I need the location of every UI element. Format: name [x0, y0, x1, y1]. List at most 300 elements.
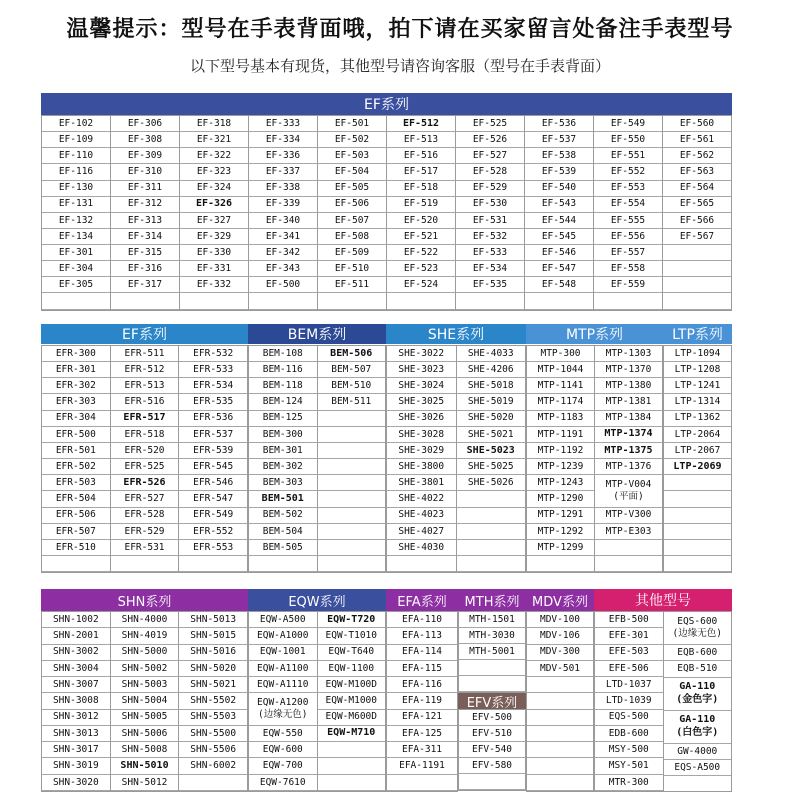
efa-series-header: EFA系列 [386, 589, 458, 611]
empty-cell [527, 710, 593, 726]
model-cell: SHE-5018 [457, 378, 526, 394]
model-cell: EF-338 [249, 181, 317, 197]
model-cell: LTP-2064 [664, 427, 731, 443]
model-cell: EF-545 [525, 229, 593, 245]
model-cell: EF-556 [594, 229, 662, 245]
model-cell: EFE-506 [595, 661, 663, 677]
model-cell: MTP-E303 [595, 524, 662, 540]
ef-column-2 [111, 116, 180, 310]
empty-cell [318, 556, 386, 572]
model-cell: EF-333 [249, 116, 317, 132]
mdv-model-table [526, 611, 594, 792]
model-cell: EFR-533 [179, 362, 247, 378]
model-cell: MTP-1290 [527, 491, 594, 507]
empty-cell [318, 742, 386, 758]
ef-column-1 [42, 116, 111, 310]
model-cell: EF-500 [249, 277, 317, 293]
empty-cell [456, 293, 524, 309]
model-cell: MTH-1501 [459, 612, 525, 628]
model-cell: MTP-1370 [595, 362, 662, 378]
model-cell: EFA-116 [387, 677, 457, 693]
model-cell: EFR-526 [111, 475, 179, 491]
model-cell: BEM-506 [318, 346, 386, 362]
model-cell: EFA-114 [387, 645, 457, 661]
model-cell: MDV-501 [527, 661, 593, 677]
model-cell: EF-340 [249, 213, 317, 229]
model-cell: EF-517 [387, 164, 455, 180]
model-cell: EFA-125 [387, 726, 457, 742]
model-cell: EFR-537 [179, 427, 247, 443]
model-cell: EF-532 [456, 229, 524, 245]
model-cell: EF-534 [456, 261, 524, 277]
model-cell: SHN-5004 [111, 693, 179, 709]
model-cell: SHN-5006 [111, 726, 179, 742]
model-cell: EQB-510 [664, 661, 732, 677]
model-cell: EF-527 [456, 148, 524, 164]
model-cell: EQB-600 [664, 645, 732, 661]
efr-column-2 [111, 346, 180, 572]
model-cell: EQS-600 (边缘无色) [664, 612, 732, 645]
she-column-1 [387, 346, 457, 572]
model-cell: EF-547 [525, 261, 593, 277]
model-cell: EF-507 [318, 213, 386, 229]
model-cell: EF-342 [249, 245, 317, 261]
model-cell: LTP-1208 [664, 362, 731, 378]
model-cell: MTP-1299 [527, 540, 594, 556]
model-cell: EQW-550 [249, 726, 317, 742]
efr-model-table [41, 345, 248, 573]
empty-cell [527, 758, 593, 774]
mtp-series-header: MTP系列 [526, 324, 663, 344]
empty-cell [42, 556, 110, 572]
model-cell: EFE-503 [595, 645, 663, 661]
model-cell: EF-332 [180, 277, 248, 293]
model-cell: EFR-518 [111, 427, 179, 443]
model-cell: SHE-4030 [387, 540, 456, 556]
model-cell: EF-523 [387, 261, 455, 277]
notice-title: 温馨提示：型号在手表背面哦，拍下请在买家留言处备注手表型号 [66, 17, 734, 42]
model-cell: EFA-1191 [387, 758, 457, 774]
empty-cell [387, 556, 456, 572]
model-cell: BEM-302 [249, 459, 317, 475]
empty-cell [663, 293, 731, 309]
model-cell: EF-536 [525, 116, 593, 132]
model-cell: EF-552 [594, 164, 662, 180]
model-cell: EQS-A500 [664, 760, 732, 776]
model-cell: MDV-300 [527, 645, 593, 661]
other-series-header: 其他型号 [594, 589, 732, 611]
shn-model-table [41, 611, 248, 792]
ef-series-header: EF系列 [41, 93, 732, 115]
model-cell: EF-567 [663, 229, 731, 245]
model-cell: SHE-4033 [457, 346, 526, 362]
model-cell: SHE-3024 [387, 378, 456, 394]
empty-cell [663, 261, 731, 277]
model-cell: EFA-121 [387, 710, 457, 726]
model-cell: EFE-301 [595, 628, 663, 644]
empty-cell [527, 677, 593, 693]
model-cell: EFA-113 [387, 628, 457, 644]
mdv-column-1 [527, 612, 593, 791]
model-cell: EF-327 [180, 213, 248, 229]
model-cell: EF-555 [594, 213, 662, 229]
model-cell: LTP-1314 [664, 394, 731, 410]
model-cell: SHN-5003 [111, 677, 179, 693]
model-cell: EF-519 [387, 197, 455, 213]
model-cell: EFR-303 [42, 394, 110, 410]
model-cell: MTP-1183 [527, 411, 594, 427]
ef-column-5 [318, 116, 387, 310]
empty-cell [527, 742, 593, 758]
model-cell: EQW-A1200 (边缘无色) [249, 693, 317, 726]
model-cell: EFR-539 [179, 443, 247, 459]
model-cell: EF-315 [111, 245, 179, 261]
model-cell: EF-553 [594, 181, 662, 197]
model-cell: EFR-536 [179, 411, 247, 427]
model-cell: EF-301 [42, 245, 110, 261]
model-cell: LTP-2067 [664, 443, 731, 459]
model-cell: EFR-504 [42, 491, 110, 507]
shn-series-header: SHN系列 [41, 589, 248, 611]
model-cell: GW-4000 [664, 744, 732, 760]
model-cell: MTH-3030 [459, 628, 525, 644]
model-cell: SHE-3025 [387, 394, 456, 410]
model-cell: EF-505 [318, 181, 386, 197]
model-cell: SHE-5025 [457, 459, 526, 475]
model-cell: EFR-304 [42, 411, 110, 427]
model-cell: EFR-510 [42, 540, 110, 556]
model-cell: EQW-A500 [249, 612, 317, 628]
model-cell: EF-558 [594, 261, 662, 277]
notice-subtitle: 以下型号基本有现货，其他型号请咨询客服（型号在手表背面） [189, 57, 610, 75]
model-cell: EF-511 [318, 277, 386, 293]
model-cell: EF-304 [42, 261, 110, 277]
model-cell: EF-343 [249, 261, 317, 277]
model-cell: EFR-535 [179, 394, 247, 410]
model-cell: EF-308 [111, 132, 179, 148]
model-cell: EFR-531 [111, 540, 179, 556]
model-cell: EFR-502 [42, 459, 110, 475]
model-cell: EF-312 [111, 197, 179, 213]
model-cell: SHE-3023 [387, 362, 456, 378]
model-cell: EF-516 [387, 148, 455, 164]
empty-cell [664, 475, 731, 491]
model-cell: EFR-546 [179, 475, 247, 491]
mtp-model-table [526, 345, 663, 573]
empty-cell [387, 293, 455, 309]
model-cell: EFR-528 [111, 508, 179, 524]
model-cell: SHE-5023 [457, 443, 526, 459]
model-cell: EQW-A1100 [249, 661, 317, 677]
model-cell: EF-311 [111, 181, 179, 197]
model-cell: EFA-110 [387, 612, 457, 628]
shn-column-2 [111, 612, 180, 791]
empty-cell [527, 556, 594, 572]
empty-cell [318, 443, 386, 459]
model-cell: LTP-2069 [664, 459, 731, 475]
eqw-column-2 [318, 612, 386, 791]
model-cell: EF-539 [525, 164, 593, 180]
model-cell: SHE-5026 [457, 475, 526, 491]
empty-cell [525, 293, 593, 309]
model-cell: SHE-4023 [387, 508, 456, 524]
model-cell: EF-531 [456, 213, 524, 229]
model-cell: SHN-2001 [42, 628, 110, 644]
ef-column-7 [456, 116, 525, 310]
model-cell: BEM-510 [318, 378, 386, 394]
model-cell: EF-305 [42, 277, 110, 293]
model-cell: SHN-5506 [179, 742, 247, 758]
model-cell: BEM-507 [318, 362, 386, 378]
mth-column-1 [459, 612, 525, 692]
model-cell: LTP-1094 [664, 346, 731, 362]
efr-column-3 [179, 346, 247, 572]
model-cell: EF-521 [387, 229, 455, 245]
model-cell: EF-533 [456, 245, 524, 261]
model-cell: SHN-4000 [111, 612, 179, 628]
model-cell: SHN-5015 [179, 628, 247, 644]
empty-cell [527, 726, 593, 742]
model-cell: MTP-1243 [527, 475, 594, 491]
she-model-table [386, 345, 526, 573]
model-cell: EF-316 [111, 261, 179, 277]
model-cell: EQW-700 [249, 758, 317, 774]
empty-cell [457, 540, 526, 556]
efv-column-1 [459, 710, 525, 790]
empty-cell [318, 459, 386, 475]
model-cell: MTP-1191 [527, 427, 594, 443]
empty-cell [664, 508, 731, 524]
model-cell: EF-561 [663, 132, 731, 148]
model-cell: EF-109 [42, 132, 110, 148]
eqw-series-header: EQW系列 [248, 589, 386, 611]
eqw-column-1 [249, 612, 318, 791]
model-cell: SHN-5502 [179, 693, 247, 709]
model-cell: SHE-3029 [387, 443, 456, 459]
model-cell: SHN-5500 [179, 726, 247, 742]
model-cell: SHN-5002 [111, 661, 179, 677]
model-cell: EFR-525 [111, 459, 179, 475]
ef-model-table [41, 115, 732, 311]
bem-series-header: BEM系列 [248, 324, 386, 344]
empty-cell [595, 556, 662, 572]
empty-cell [459, 676, 525, 692]
model-cell: LTP-1362 [664, 411, 731, 427]
model-cell: EF-309 [111, 148, 179, 164]
model-cell: EF-310 [111, 164, 179, 180]
model-cell: MSY-500 [595, 742, 663, 758]
ef-column-4 [249, 116, 318, 310]
empty-cell [457, 491, 526, 507]
model-cell: EFR-302 [42, 378, 110, 394]
model-cell: EF-528 [456, 164, 524, 180]
mtp-column-1 [527, 346, 595, 572]
model-cell: EF-324 [180, 181, 248, 197]
model-cell: EFR-513 [111, 378, 179, 394]
model-cell: EF-518 [387, 181, 455, 197]
empty-cell [318, 524, 386, 540]
model-cell: EF-501 [318, 116, 386, 132]
model-cell: EFA-115 [387, 661, 457, 677]
model-cell: BEM-301 [249, 443, 317, 459]
empty-cell [663, 245, 731, 261]
model-cell: SHN-3002 [42, 645, 110, 661]
empty-cell [457, 524, 526, 540]
model-cell: EF-524 [387, 277, 455, 293]
empty-cell [318, 775, 386, 791]
model-cell: MTP-1192 [527, 443, 594, 459]
ef-column-9 [594, 116, 663, 310]
empty-cell [595, 540, 662, 556]
model-cell: MTP-1044 [527, 362, 594, 378]
model-cell: EF-508 [318, 229, 386, 245]
ltp-series-header: LTP系列 [663, 324, 732, 344]
model-cell: EFR-300 [42, 346, 110, 362]
model-cell: BEM-300 [249, 427, 317, 443]
model-cell: EQW-M600D [318, 710, 386, 726]
model-cell: EFR-512 [111, 362, 179, 378]
model-cell: EF-323 [180, 164, 248, 180]
mth-series-header: MTH系列 [458, 589, 526, 611]
model-cell: EF-564 [663, 181, 731, 197]
model-cell: SHE-4022 [387, 491, 456, 507]
model-cell: EF-537 [525, 132, 593, 148]
mtp-column-2 [595, 346, 662, 572]
model-cell: EF-535 [456, 277, 524, 293]
empty-cell [318, 758, 386, 774]
model-cell: EFR-500 [42, 427, 110, 443]
model-cell: EFR-301 [42, 362, 110, 378]
model-cell: MTP-1381 [595, 394, 662, 410]
model-cell: SHN-6002 [179, 758, 247, 774]
model-cell: EFV-500 [459, 710, 525, 726]
model-cell: MTP-1375 [595, 443, 662, 459]
model-cell: SHN-5000 [111, 645, 179, 661]
model-cell: SHN-5008 [111, 742, 179, 758]
model-cell: MTP-1303 [595, 346, 662, 362]
empty-cell [42, 293, 110, 309]
model-cell: EF-336 [249, 148, 317, 164]
model-cell: SHN-3007 [42, 677, 110, 693]
model-cell: BEM-504 [249, 524, 317, 540]
empty-cell [179, 556, 247, 572]
model-cell: EFR-532 [179, 346, 247, 362]
model-cell: MTP-1291 [527, 508, 594, 524]
mth-model-table [458, 611, 526, 693]
shn-column-3 [179, 612, 247, 791]
model-cell: EQW-T640 [318, 645, 386, 661]
ltp-column-1 [664, 346, 731, 572]
model-cell: EF-322 [180, 148, 248, 164]
model-cell: MTP-1376 [595, 459, 662, 475]
ef-column-3 [180, 116, 249, 310]
model-cell: BEM-502 [249, 508, 317, 524]
model-cell: MDV-106 [527, 628, 593, 644]
model-cell: MDV-100 [527, 612, 593, 628]
model-cell: MSY-501 [595, 758, 663, 774]
empty-cell [664, 540, 731, 556]
model-cell: EF-530 [456, 197, 524, 213]
model-cell: MTP-1380 [595, 378, 662, 394]
model-cell: MTP-V300 [595, 508, 662, 524]
model-cell: EFR-520 [111, 443, 179, 459]
model-cell: BEM-505 [249, 540, 317, 556]
model-cell: EQW-A1000 [249, 628, 317, 644]
empty-cell [459, 774, 525, 790]
model-cell: SHE-5021 [457, 427, 526, 443]
model-cell: EF-134 [42, 229, 110, 245]
model-cell: EF-538 [525, 148, 593, 164]
model-cell: BEM-501 [249, 491, 317, 507]
she-column-2 [457, 346, 526, 572]
model-cell: EF-522 [387, 245, 455, 261]
empty-cell [664, 491, 731, 507]
model-cell: EF-306 [111, 116, 179, 132]
model-cell: EF-110 [42, 148, 110, 164]
model-cell: MTP-1384 [595, 411, 662, 427]
empty-cell [664, 556, 731, 572]
model-cell: EQW-T1010 [318, 628, 386, 644]
empty-cell [527, 693, 593, 709]
model-cell: MTP-1374 [595, 427, 662, 443]
model-cell: SHN-5005 [111, 710, 179, 726]
model-cell: EF-559 [594, 277, 662, 293]
model-cell: EFR-534 [179, 378, 247, 394]
empty-cell [179, 775, 247, 791]
model-cell: EFV-580 [459, 758, 525, 774]
model-cell: BEM-511 [318, 394, 386, 410]
model-cell: SHE-5020 [457, 411, 526, 427]
model-cell: EFR-547 [179, 491, 247, 507]
model-cell: EFA-311 [387, 742, 457, 758]
model-cell: EF-551 [594, 148, 662, 164]
model-cell: EF-116 [42, 164, 110, 180]
model-cell: GA-110 (金色字) [664, 678, 732, 711]
model-cell: LTD-1037 [595, 677, 663, 693]
model-cell: EDB-600 [595, 726, 663, 742]
other-column-2 [664, 612, 732, 791]
model-cell: EF-317 [111, 277, 179, 293]
model-cell: EFR-549 [179, 508, 247, 524]
model-cell: EFR-552 [179, 524, 247, 540]
model-cell: EF-565 [663, 197, 731, 213]
model-cell: BEM-303 [249, 475, 317, 491]
shn-column-1 [42, 612, 111, 791]
efr-column-1 [42, 346, 111, 572]
model-cell: EFV-540 [459, 742, 525, 758]
model-cell: SHE-4206 [457, 362, 526, 378]
model-cell: EQW-M1000 [318, 693, 386, 709]
model-cell: BEM-118 [249, 378, 317, 394]
empty-cell [249, 556, 317, 572]
empty-cell [457, 508, 526, 524]
model-cell: SHN-5012 [111, 775, 179, 791]
model-cell: EF-563 [663, 164, 731, 180]
model-cell: EF-131 [42, 197, 110, 213]
efr-series-header: EF系列 [41, 324, 248, 344]
efa-column-1 [387, 612, 457, 791]
bem-column-1 [249, 346, 318, 572]
model-cell: EF-318 [180, 116, 248, 132]
model-cell: EQW-T720 [318, 612, 386, 628]
other-column-1 [595, 612, 664, 791]
model-cell: EF-341 [249, 229, 317, 245]
model-cell: EF-130 [42, 181, 110, 197]
model-cell: SHE-3801 [387, 475, 456, 491]
model-cell: EF-525 [456, 116, 524, 132]
ef-column-8 [525, 116, 594, 310]
model-cell: EQW-A1110 [249, 677, 317, 693]
